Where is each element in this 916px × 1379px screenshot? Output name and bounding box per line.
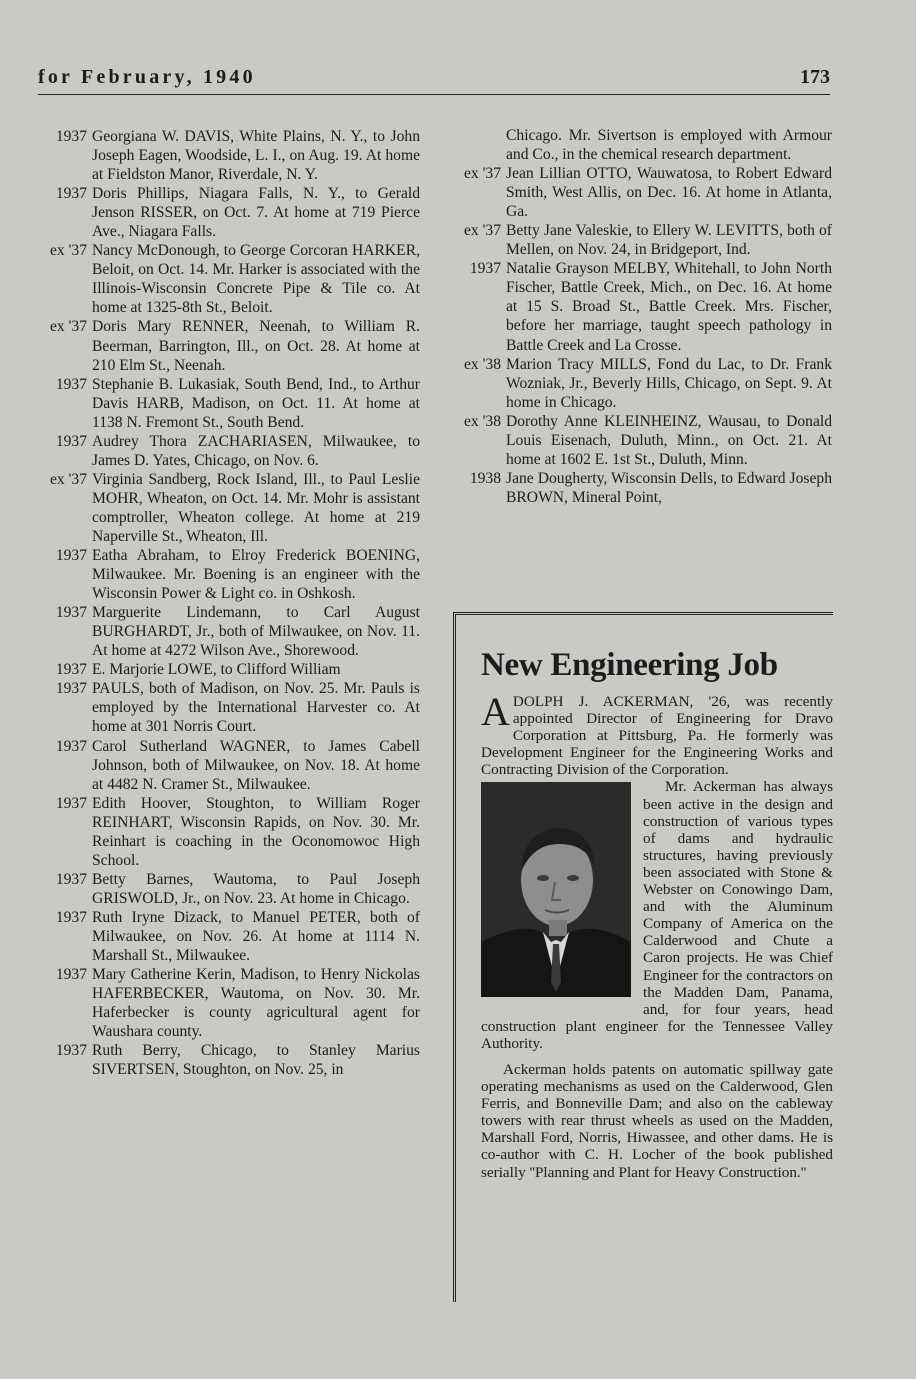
portrait-photo-image [481,782,631,997]
entry-text: Dorothy Anne KLEINHEINZ, Wausau, to Donald Louis Eisenach, Duluth, Minn., on Oct. 21. At home at 1602 E. 1st St., Duluth, Minn. [506,412,832,468]
marriage-entry [450,355,832,412]
entry-year: ex '37 [49,318,87,336]
entry-year: 1937 [55,375,87,393]
sidebar-box [453,612,833,1302]
marriage-entry [40,184,420,241]
entry-year: 1937 [55,1042,87,1060]
sidebar-paragraph-3: Ackerman holds patents on automatic spillway gate operating mechanisms as used on the Calderwood, Glen Ferris, and Bonneville Dam; and also on the cableway towers with rear thrust wheels as used on the Madden, Marshall Ford, Norris, Hiwassee, and other dams. He is co-author with C. H. Locher of the book published serially ''Planning and Plant for Heavy Construction.'' [481,1060,833,1181]
marriage-entry [40,470,420,546]
portrait-photo [481,782,631,997]
entry-text: Edith Hoover, Stoughton, to William Roger REINHART, Wisconsin Rapids, on Nov. 30. Mr. Reinhart is coaching in the Oconomowoc High School. [92,794,420,869]
entry-year [450,126,506,164]
page-header [38,64,830,95]
marriage-entry [40,1041,420,1079]
entry-text: Jean Lillian OTTO, Wauwatosa, to Robert Edward Smith, West Allis, on Dec. 16. At home in Atlanta, Ga. [506,165,832,221]
marriage-entry [450,221,832,259]
entry-year: 1937 [55,966,87,984]
page-number: 173 [800,66,830,88]
marriage-entry [450,164,832,221]
entry-year: 1937 [55,680,87,698]
entry-year: 1937 [55,661,87,679]
entry-year: 1937 [55,870,87,888]
entry-year: 1937 [55,185,87,203]
entry-text: Stephanie B. Lukasiak, South Bend, Ind., to Arthur Davis HARB, Madison, on Oct. 11. At home at 1138 N. Fremont St., South Bend. [92,375,420,431]
entry-text: Ruth Berry, Chicago, to Stanley Marius SIVERTSEN, Stoughton, on Nov. 25, in [92,1042,420,1079]
marriage-entry [40,794,420,870]
marriage-entry [40,908,420,965]
entry-year: 1937 [55,908,87,926]
entry-text: Eatha Abraham, to Elroy Frederick BOENING, Milwaukee. Mr. Boening is an engineer with the Wisconsin Power & Light co. in Oshkosh. [92,547,420,603]
entry-text: Georgiana W. DAVIS, White Plains, N. Y., to John Joseph Eagen, Woodside, L. I., on Aug. 19. At home at Fieldston Manor, Riverdale, N. Y. [92,128,420,184]
entry-year: 1937 [55,547,87,565]
marriage-entry [40,432,420,470]
entry-year: 1937 [55,737,87,755]
entry-text: Nancy McDonough, to George Corcoran HARKER, Beloit, on Oct. 14. Mr. Harker is associated with the Illinois-Wisconsin Concrete Pipe & Tile co. At home at 1325-8th St., Beloit. [92,242,420,317]
marriage-entry [40,737,420,794]
entry-text: Marion Tracy MILLS, Fond du Lac, to Dr. Frank Wozniak, Jr., Beverly Hills, Chicago, on Sept. 9. At home in Chicago. [506,355,832,411]
entry-text: Betty Barnes, Wautoma, to Paul Joseph GRISWOLD, Jr., on Nov. 23. At home in Chicago. [92,870,420,907]
entry-text: Mary Catherine Kerin, Madison, to Henry Nickolas HAFERBECKER, Wautoma, on Nov. 30. Mr. Haferbecker is county agricultural agent for Waushara county. [92,966,420,1041]
entry-text: E. Marjorie LOWE, to Clifford William [92,661,341,679]
sidebar-paragraph-2: Mr. Ackerman has always been active in the design and construction of various types of dams and hydraulic structures, having previously been associated with Stone & Webster on Conowingo Dam, and with the Aluminum Company of America on the Calderwood and Chute a Caron projects. He was Chief Engineer for the contractors on the Madden Dam, Panama, and, for four years, head construction plant engineer for the Tennessee Valley Authority. [481,778,833,1052]
marriage-entry [450,412,832,469]
entry-year: ex '38 [463,412,501,430]
entry-text: Betty Jane Valeskie, to Ellery W. LEVITTS, both of Mellen, on Nov. 24, in Bridgeport, Ind. [506,222,832,259]
marriage-entry [40,679,420,736]
marriage-entry [450,126,832,164]
marriage-entry [40,546,420,603]
entry-text: Natalie Grayson MELBY, Whitehall, to John North Fischer, Battle Creek, Mich., on Dec. 16. At home at 15 S. Broad St., Battle Creek. Mrs. Fischer, before her marriage, taught speech pathology in Battle Creek and La Crosse. [506,260,832,354]
entry-year: ex '38 [463,355,501,373]
entry-text: Chicago. Mr. Sivertson is employed with Armour and Co., in the chemical research department. [506,127,832,164]
entry-text: Jane Dougherty, Wisconsin Dells, to Edward Joseph BROWN, Mineral Point, [506,469,832,506]
entry-text: Audrey Thora ZACHARIASEN, Milwaukee, to James D. Yates, Chicago, on Nov. 6. [92,432,420,469]
entry-text: Virginia Sandberg, Rock Island, Ill., to Paul Leslie MOHR, Wheaton, on Oct. 14. Mr. Mohr is assistant comptroller, Wheaton college. At home at 219 Naperville St., Wheaton, Ill. [92,470,420,545]
right-column [450,126,832,507]
entry-year: 1937 [55,794,87,812]
entry-text: Carol Sutherland WAGNER, to James Cabell Johnson, both of Milwaukee, on Nov. 18. At home at 4482 N. Cramer St., Milwaukee. [92,737,420,793]
marriage-entry [40,870,420,908]
entry-year: 1937 [55,604,87,622]
entry-year: ex '37 [49,242,87,260]
left-column [40,127,420,1079]
marriage-entry [40,241,420,317]
entry-year: 1938 [469,469,501,487]
entry-year: ex '37 [463,222,501,240]
entry-text: PAULS, both of Madison, on Nov. 25. Mr. Pauls is employed by the International Harvester co. At home at 301 Norris Court. [92,680,420,736]
entry-year: 1937 [55,432,87,450]
sidebar-body [481,689,833,1181]
marriage-entry [40,317,420,374]
marriage-entry [40,603,420,660]
entry-year: ex '37 [463,165,501,183]
dropcap: A [481,689,510,734]
sidebar-paragraph-1: DOLPH J. ACKERMAN, '26, was recently appointed Director of Engineering for Dravo Corporation at Pittsburg, Pa. He formerly was Development Engineer for the Engineering Works and Contracting Division of the Corporation. [481,693,833,779]
entry-text: Ruth Iryne Dizack, to Manuel PETER, both of Milwaukee, on Nov. 26. At home at 1114 N. Marshall St., Milwaukee. [92,908,420,965]
entry-text: Doris Phillips, Niagara Falls, N. Y., to Gerald Jenson RISSER, on Oct. 7. At home at 719 Pierce Ave., Niagara Falls. [92,185,420,241]
marriage-entry [40,965,420,1041]
entry-text: Doris Mary RENNER, Neenah, to William R. Beerman, Barrington, Ill., on Oct. 28. At home at 210 Elm St., Neenah. [92,318,420,374]
marriage-entry [40,375,420,432]
marriage-entry [450,469,832,507]
entry-year: ex '37 [49,470,87,488]
entry-text: Marguerite Lindemann, to Carl August BURGHARDT, Jr., both of Milwaukee, on Nov. 11. At home at 4272 Wilson Ave., Shorewood. [92,604,420,660]
marriage-entry [40,660,420,679]
sidebar-title: New Engineering Job [481,647,778,683]
entry-year: 1937 [55,128,87,145]
running-head: for February, 1940 [38,66,256,88]
entry-year: 1937 [469,260,501,278]
marriage-entry [450,259,832,354]
marriage-entry [40,127,420,184]
